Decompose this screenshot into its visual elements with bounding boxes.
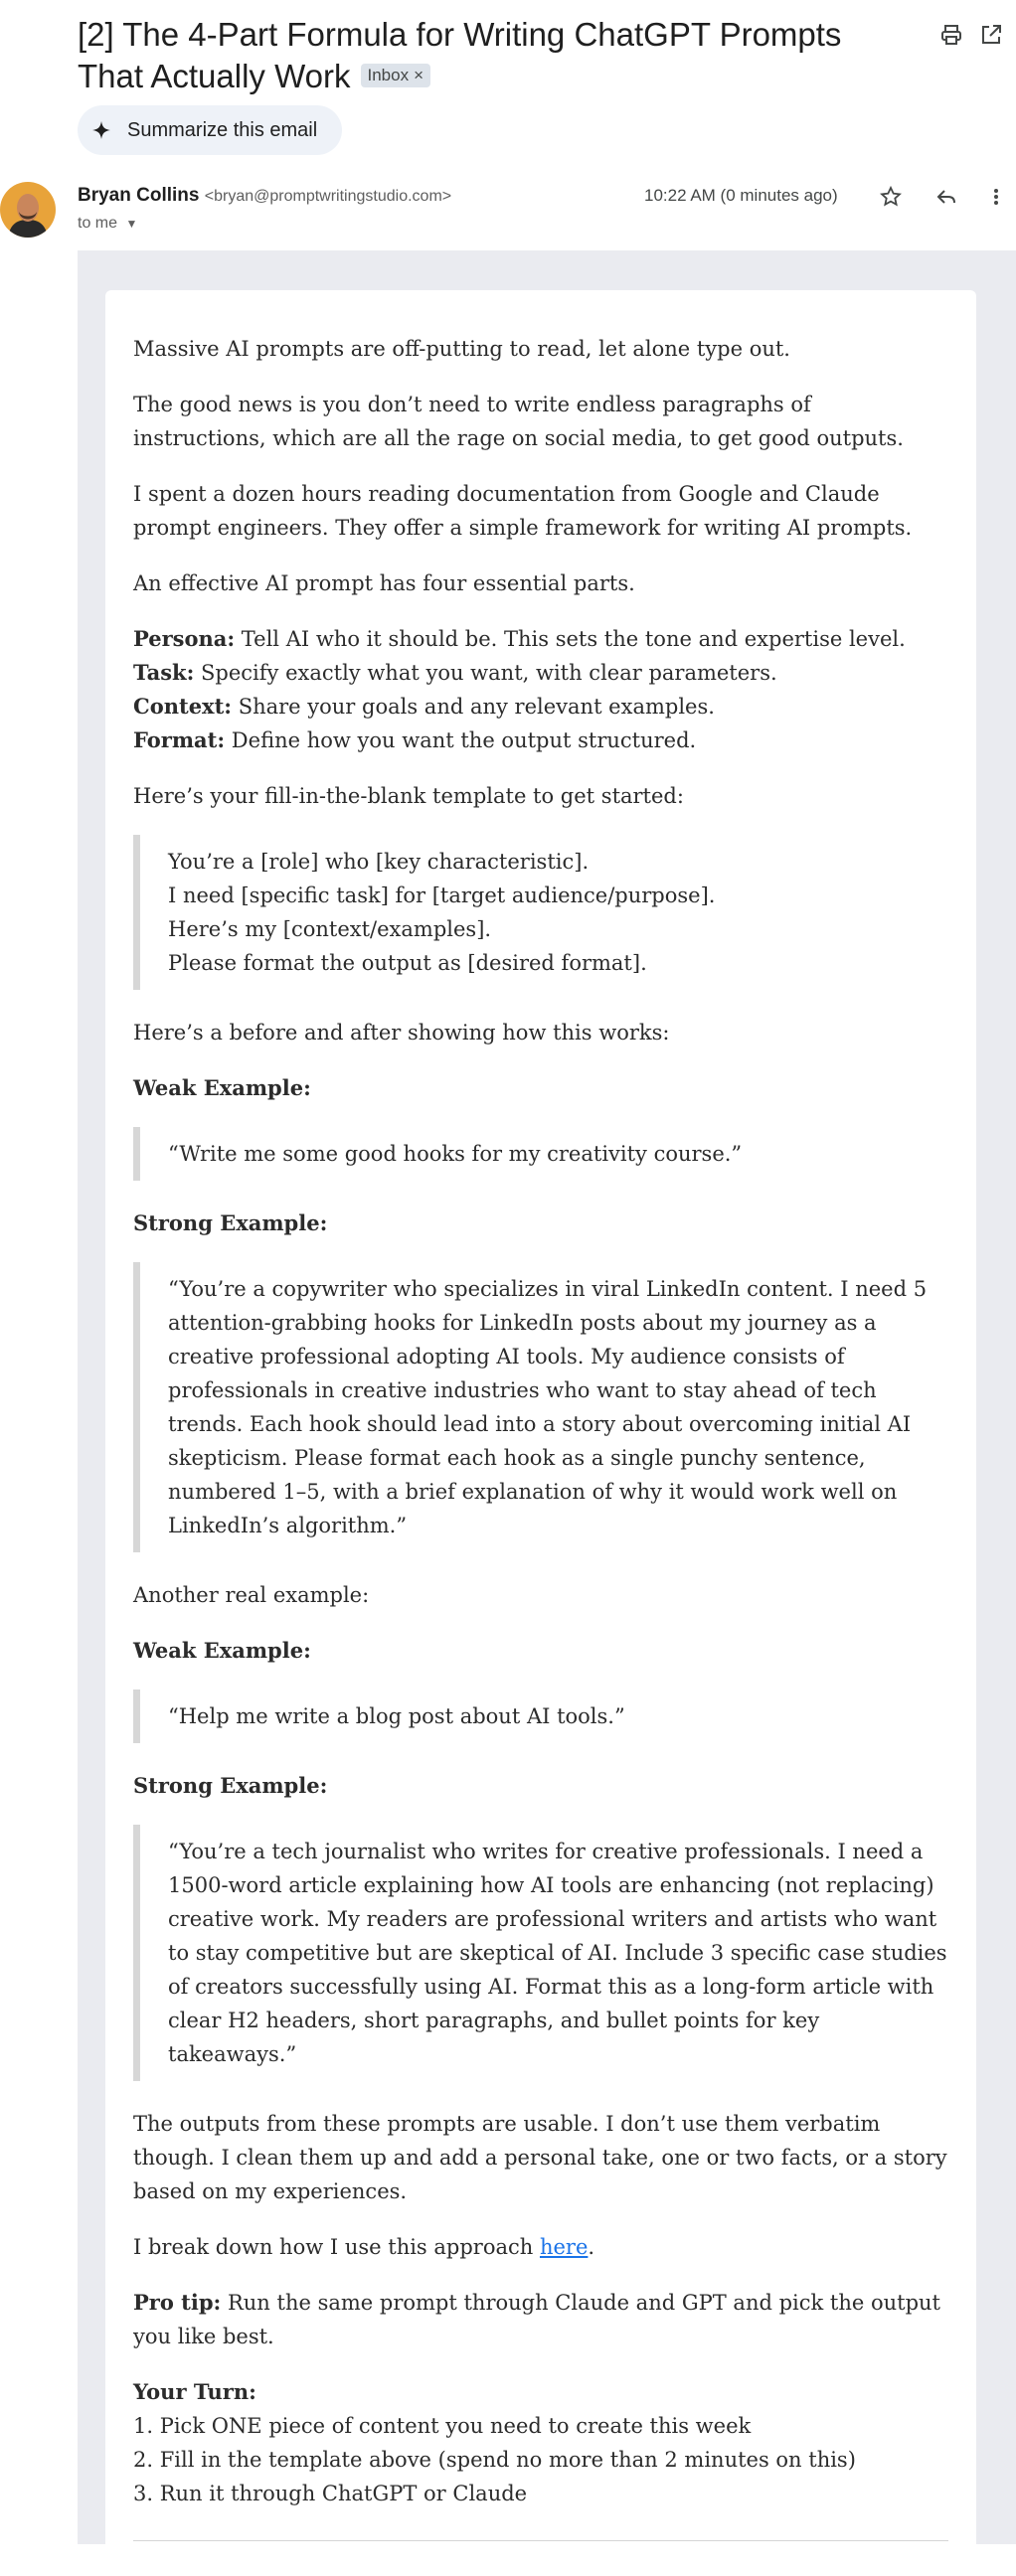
email-content (133, 332, 948, 2541)
pro-tip (133, 2286, 948, 2353)
recipient-details[interactable] (78, 212, 137, 236)
sparkle-icon (91, 120, 111, 140)
star-icon[interactable] (875, 181, 907, 213)
part-term: Format: (133, 727, 226, 752)
pro-tip-term: Pro tip: (133, 2290, 222, 2315)
pro-tip-text: Run the same prompt through Claude and GPT and pick the output you like best. (133, 2291, 940, 2348)
paragraph: I spent a dozen hours reading documentation from Google and Claude prompt engineers. They offer a simple framework for writing AI prompts. (133, 482, 913, 540)
subject-text: [2] The 4-Part Formula for Writing ChatGPT Prompts That Actually Work (78, 16, 842, 94)
email-body-frame (78, 250, 1016, 2544)
quote-text: “Write me some good hooks for my creativity course.” (168, 1142, 743, 1166)
part-text: Specify exactly what you want, with clear parameters. (194, 661, 777, 685)
paragraph: An effective AI prompt has four essential parts. (133, 571, 635, 595)
part-text: Tell AI who it should be. This sets the tone and expertise level. (235, 627, 906, 651)
part-term: Persona: (133, 626, 236, 651)
part-text: Define how you want the output structured. (225, 728, 697, 752)
paragraph: Another real example: (133, 1583, 370, 1607)
paragraph (133, 2230, 948, 2264)
template-line: Please format the output as [desired format]. (168, 951, 647, 975)
paragraph: The outputs from these prompts are usable. I don’t use them verbatim though. I clean them up and add a personal take, one or two facts, or a story based on my experiences. (133, 2112, 947, 2203)
reply-icon[interactable] (931, 181, 962, 213)
divider (133, 2540, 948, 2541)
more-options-icon[interactable] (980, 181, 1012, 213)
quote-text: “You’re a tech journalist who writes for creative professionals. I need a 1500-word article explaining how AI tools are enhancing (not replacing) creative work. My readers are professional writers and artists who want to stay competitive but are skeptical of AI. Include 3 specific case studies of creators successfully using AI. Format this as a long-form article with clear H2 headers, short paragraphs, and bullet points for key takeaways.” (168, 1840, 947, 2066)
timestamp: 10:22 AM (0 minutes ago) (644, 186, 838, 205)
template-line: You’re a [role] who [key characteristic]. (168, 850, 590, 874)
strong-example-heading: Strong Example: (133, 1210, 328, 1235)
paragraph: Here’s your fill-in-the-blank template to get started: (133, 784, 684, 808)
weak-example-heading: Weak Example: (133, 1075, 311, 1100)
here-link[interactable]: here (539, 2235, 589, 2259)
template-quote (133, 835, 948, 990)
open-in-new-window-icon[interactable] (976, 20, 1006, 50)
weak-example-quote (133, 1127, 948, 1181)
prompt-parts-list (133, 622, 948, 757)
breakdown-end: . (588, 2235, 595, 2259)
quote-text: “Help me write a blog post about AI tools.” (168, 1704, 625, 1728)
paragraph: The good news is you don’t need to write endless paragraphs of instructions, which are all the rage on social media, to get good outputs. (133, 393, 904, 450)
your-turn-heading: Your Turn: (133, 2379, 256, 2404)
avatar[interactable] (0, 182, 56, 238)
list-item: 3. Run it through ChatGPT or Claude (133, 2482, 528, 2505)
recipient-text: to me (78, 215, 118, 232)
inbox-label-chip[interactable] (361, 64, 431, 87)
sender-email: <bryan@promptwritingstudio.com> (204, 188, 452, 205)
remove-label-icon[interactable]: × (414, 66, 424, 85)
your-turn-section (133, 2375, 948, 2510)
sender-name[interactable]: Bryan Collins (78, 185, 200, 206)
breakdown-text: I break down how I use this approach (133, 2235, 540, 2259)
weak-example-heading: Weak Example: (133, 1638, 311, 1663)
weak-example-quote (133, 1690, 948, 1743)
label-text: Inbox (367, 66, 410, 85)
print-icon[interactable] (936, 20, 966, 50)
list-item: 1. Pick ONE piece of content you need to create this week (133, 2414, 752, 2438)
template-line: Here’s my [context/examples]. (168, 917, 492, 941)
part-term: Task: (133, 660, 195, 685)
paragraph: Here’s a before and after showing how this works: (133, 1021, 670, 1045)
sender (78, 182, 451, 211)
summarize-label: Summarize this email (127, 118, 318, 141)
chevron-down-icon[interactable]: ▼ (125, 217, 138, 231)
strong-example-quote (133, 1262, 948, 1552)
strong-example-heading: Strong Example: (133, 1773, 328, 1798)
part-term: Context: (133, 694, 233, 719)
quote-text: “You’re a copywriter who specializes in viral LinkedIn content. I need 5 attention-grabbing hooks for LinkedIn posts about my journey as a creative professional adopting AI tools. My audience consists of professionals in creative industries who want to stay ahead of tech trends. Each hook should lead into a story about overcoming initial AI skepticism. Please format each hook as a single punchy sentence, numbered 1–5, with a brief explanation of why it would work well on LinkedIn’s algorithm.” (168, 1277, 928, 1537)
summarize-email-button[interactable] (78, 105, 342, 155)
email-card (105, 290, 976, 2576)
strong-example-quote (133, 1825, 948, 2081)
template-line: I need [specific task] for [target audience/purpose]. (168, 884, 716, 907)
paragraph: Massive AI prompts are off-putting to read, let alone type out. (133, 337, 790, 361)
part-text: Share your goals and any relevant examples. (232, 695, 715, 719)
list-item: 2. Fill in the template above (spend no more than 2 minutes on this) (133, 2448, 856, 2472)
email-subject (78, 14, 903, 97)
